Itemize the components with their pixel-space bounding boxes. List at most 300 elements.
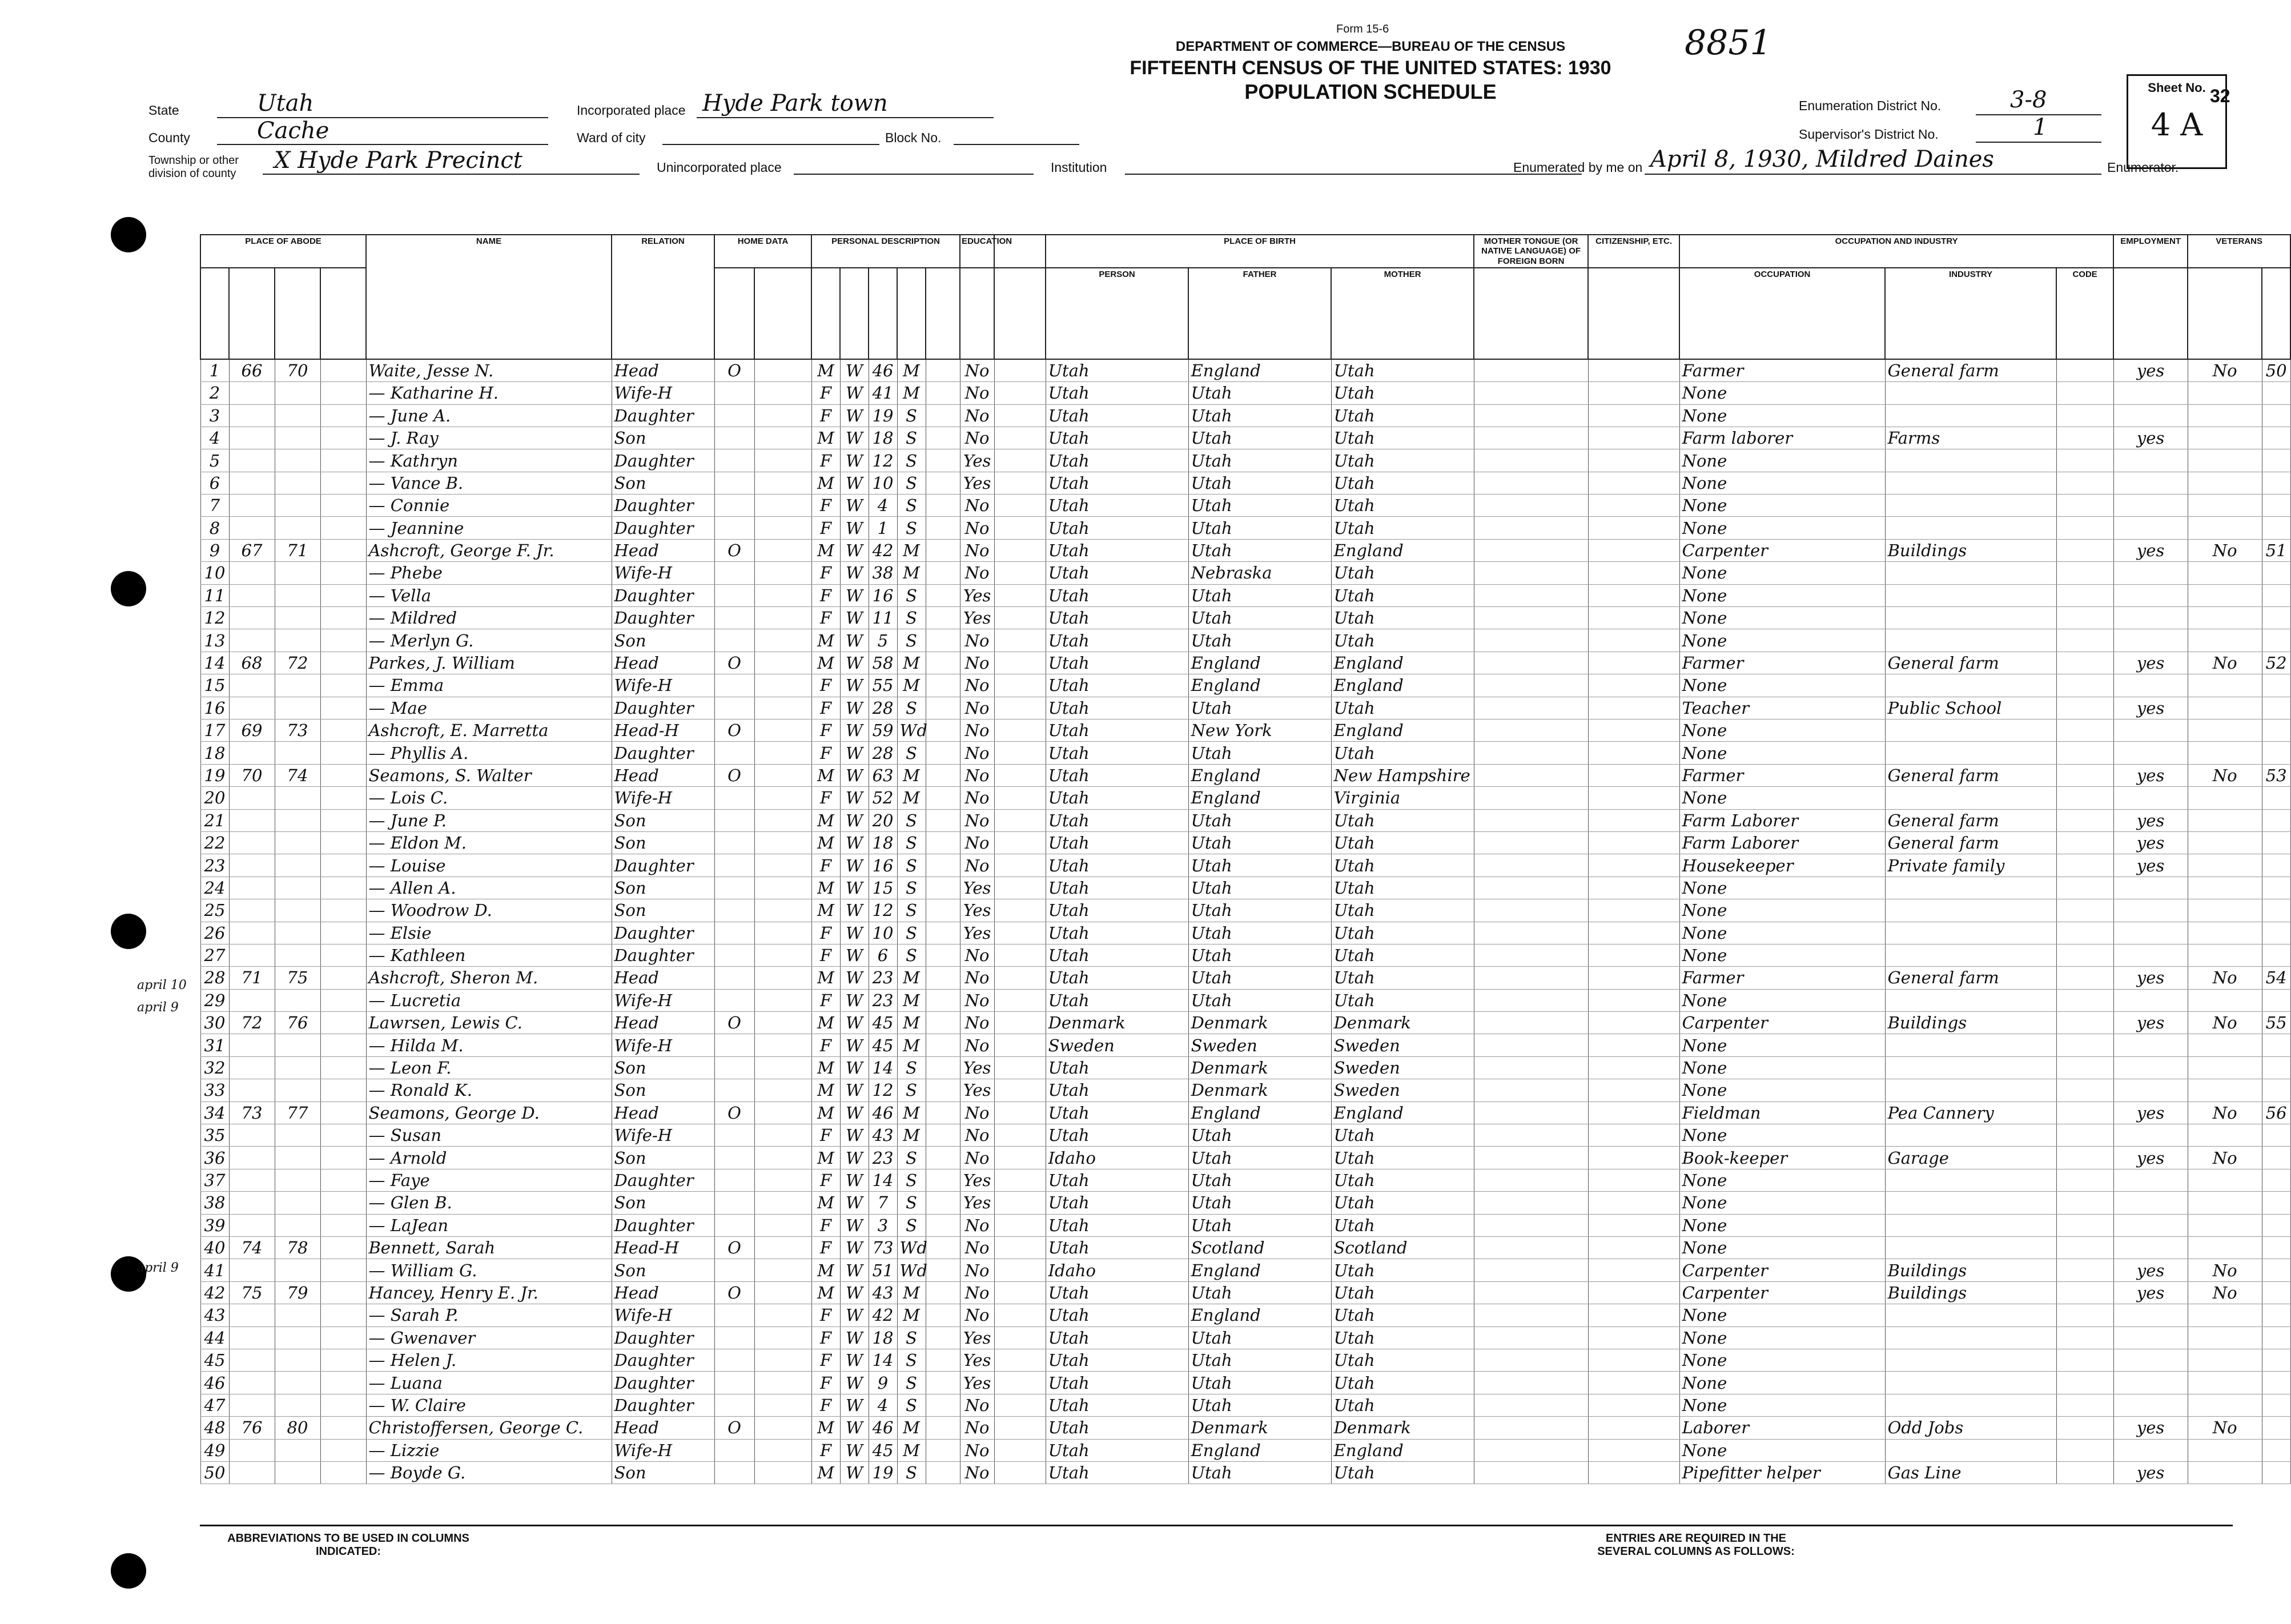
- cell-mother: Utah: [1331, 1214, 1474, 1236]
- cell-ind: Buildings: [1885, 1281, 2056, 1304]
- cell-ind: Garage: [1885, 1147, 2056, 1169]
- empty-cell: [754, 1394, 811, 1416]
- empty-cell: [1474, 629, 1588, 652]
- cell-own: [714, 607, 754, 629]
- empty-cell: [926, 742, 960, 764]
- cell-dw: [229, 1326, 275, 1349]
- cell-yes1: Yes: [960, 584, 994, 606]
- cell-n: 15: [200, 674, 229, 697]
- cell-sex: M: [811, 764, 840, 786]
- empty-cell: [994, 1372, 1046, 1394]
- empty-cell: [926, 1102, 960, 1124]
- empty-cell: [994, 1417, 1046, 1439]
- cell-emp: [2113, 989, 2188, 1011]
- cell-yes1: No: [960, 562, 994, 584]
- cell-emp: [2113, 404, 2188, 427]
- cell-farm: [2262, 1417, 2290, 1439]
- cell-ind: [1885, 1304, 2056, 1326]
- cell-vet: [2188, 404, 2262, 427]
- cell-rel: Son: [612, 1192, 714, 1214]
- cell-race: W: [840, 1372, 869, 1394]
- cell-mar: S: [897, 607, 926, 629]
- cell-age: 15: [869, 877, 897, 899]
- empty-cell: [320, 539, 366, 561]
- empty-cell: [2056, 719, 2113, 742]
- cell-father: Utah: [1188, 742, 1331, 764]
- table-row: [200, 382, 2290, 404]
- cell-own: [714, 854, 754, 877]
- cell-name: — Phyllis A.: [366, 742, 612, 764]
- cell-emp: yes: [2113, 809, 2188, 831]
- punch-hole: [111, 914, 146, 949]
- cell-rel: Son: [612, 809, 714, 831]
- empty-cell: [2056, 1192, 2113, 1214]
- empty-cell: [1588, 629, 1679, 652]
- cell-fam: 80: [275, 1417, 320, 1439]
- cell-race: W: [840, 1394, 869, 1416]
- cell-father: Sweden: [1188, 1034, 1331, 1056]
- cell-name: — Sarah P.: [366, 1304, 612, 1326]
- empty-cell: [2056, 1281, 2113, 1304]
- cell-n: 25: [200, 899, 229, 922]
- cell-mother: Utah: [1331, 899, 1474, 922]
- cell-mother: England: [1331, 539, 1474, 561]
- cell-age: 4: [869, 495, 897, 517]
- cell-race: W: [840, 607, 869, 629]
- cell-mar: S: [897, 877, 926, 899]
- empty-cell: [320, 1349, 366, 1371]
- empty-cell: [926, 1326, 960, 1349]
- cell-mar: M: [897, 1281, 926, 1304]
- cell-sex: M: [811, 1056, 840, 1079]
- cell-name: — Elsie: [366, 922, 612, 944]
- empty-cell: [754, 1259, 811, 1281]
- cell-age: 42: [869, 1304, 897, 1326]
- cell-vet: [2188, 1169, 2262, 1191]
- cell-ind: [1885, 1079, 2056, 1102]
- cell-sex: F: [811, 584, 840, 606]
- cell-own: [714, 989, 754, 1011]
- empty-cell: [1588, 1169, 1679, 1191]
- cell-person: Utah: [1046, 1056, 1188, 1079]
- cell-age: 45: [869, 1034, 897, 1056]
- cell-ind: [1885, 1326, 2056, 1349]
- cell-mother: Utah: [1331, 607, 1474, 629]
- cell-fam: [275, 742, 320, 764]
- col-name: NAME: [366, 235, 612, 359]
- punch-hole: [111, 1553, 146, 1589]
- cell-n: 33: [200, 1079, 229, 1102]
- cell-occ: Farm laborer: [1679, 427, 1885, 449]
- cell-own: O: [714, 359, 754, 382]
- table-row: [200, 764, 2290, 786]
- empty-cell: [1588, 404, 1679, 427]
- table-row: [200, 1079, 2290, 1102]
- empty-cell: [994, 1439, 1046, 1461]
- cell-vet: [2188, 854, 2262, 877]
- cell-vet: [2188, 427, 2262, 449]
- footer: [200, 1525, 2233, 1595]
- cell-sex: M: [811, 1012, 840, 1034]
- cell-father: Utah: [1188, 472, 1331, 494]
- table-row: [200, 719, 2290, 742]
- cell-age: 23: [869, 1147, 897, 1169]
- empty-cell: [926, 1124, 960, 1147]
- empty-cell: [926, 922, 960, 944]
- cell-rel: Daughter: [612, 607, 714, 629]
- cell-n: 4: [200, 427, 229, 449]
- cell-yes1: No: [960, 495, 994, 517]
- cell-person: Idaho: [1046, 1259, 1188, 1281]
- cell-rel: Head-H: [612, 719, 714, 742]
- cell-age: 20: [869, 809, 897, 831]
- empty-cell: [1474, 404, 1588, 427]
- cell-dw: [229, 629, 275, 652]
- cell-mar: M: [897, 989, 926, 1011]
- cell-rel: Son: [612, 1079, 714, 1102]
- cell-own: O: [714, 1102, 754, 1124]
- empty-cell: [320, 809, 366, 831]
- empty-cell: [1474, 1259, 1588, 1281]
- cell-rel: Daughter: [612, 449, 714, 472]
- cell-person: Utah: [1046, 1281, 1188, 1304]
- cell-dw: [229, 1169, 275, 1191]
- empty-cell: [1588, 1372, 1679, 1394]
- empty-cell: [994, 1192, 1046, 1214]
- cell-sex: F: [811, 719, 840, 742]
- cell-rel: Wife-H: [612, 1034, 714, 1056]
- cell-mother: Utah: [1331, 809, 1474, 831]
- table-row: [200, 944, 2290, 966]
- sheet-value: 4 A: [2151, 107, 2203, 143]
- empty-cell: [926, 382, 960, 404]
- cell-name: — Arnold: [366, 1147, 612, 1169]
- cell-race: W: [840, 809, 869, 831]
- cell-yes1: No: [960, 831, 994, 854]
- cell-mar: S: [897, 1056, 926, 1079]
- cell-ind: [1885, 1439, 2056, 1461]
- enum-district-value: 3-8: [2010, 87, 2047, 113]
- cell-mar: M: [897, 539, 926, 561]
- cell-fam: [275, 831, 320, 854]
- cell-person: Utah: [1046, 719, 1188, 742]
- empty-cell: [994, 1147, 1046, 1169]
- cell-father: Nebraska: [1188, 562, 1331, 584]
- cell-dw: [229, 831, 275, 854]
- cell-age: 23: [869, 967, 897, 989]
- cell-name: — W. Claire: [366, 1394, 612, 1416]
- cell-age: 12: [869, 1079, 897, 1102]
- empty-cell: [754, 1079, 811, 1102]
- empty-cell: [2056, 854, 2113, 877]
- cell-fam: [275, 989, 320, 1011]
- cell-mother: Utah: [1331, 1304, 1474, 1326]
- cell-person: Utah: [1046, 584, 1188, 606]
- cell-fam: [275, 1461, 320, 1484]
- cell-n: 2: [200, 382, 229, 404]
- cell-rel: Daughter: [612, 1349, 714, 1371]
- empty-cell: [1474, 674, 1588, 697]
- empty-cell: [754, 1236, 811, 1259]
- cell-name: — June A.: [366, 404, 612, 427]
- cell-occ: None: [1679, 607, 1885, 629]
- cell-vet: No: [2188, 1281, 2262, 1304]
- empty-cell: [1474, 1236, 1588, 1259]
- cell-father: England: [1188, 652, 1331, 674]
- empty-cell: [2056, 1304, 2113, 1326]
- cell-farm: [2262, 922, 2290, 944]
- cell-farm: [2262, 472, 2290, 494]
- cell-emp: [2113, 1304, 2188, 1326]
- cell-rel: Head: [612, 539, 714, 561]
- empty-cell: [926, 584, 960, 606]
- empty-cell: [1588, 584, 1679, 606]
- cell-person: Idaho: [1046, 1147, 1188, 1169]
- cell-yes1: Yes: [960, 449, 994, 472]
- cell-emp: [2113, 944, 2188, 966]
- empty-cell: [754, 1192, 811, 1214]
- empty-cell: [754, 742, 811, 764]
- cell-n: 39: [200, 1214, 229, 1236]
- enum-district-label: Enumeration District No.: [1799, 98, 1942, 113]
- col-abode: PLACE OF ABODE: [200, 235, 366, 268]
- cell-yes1: Yes: [960, 1192, 994, 1214]
- cell-race: W: [840, 1169, 869, 1191]
- empty-cell: [994, 1281, 1046, 1304]
- cell-n: 41: [200, 1259, 229, 1281]
- cell-race: W: [840, 1147, 869, 1169]
- cell-person: Denmark: [1046, 1012, 1188, 1034]
- empty-cell: [994, 1236, 1046, 1259]
- cell-rel: Wife-H: [612, 989, 714, 1011]
- cell-mother: Utah: [1331, 831, 1474, 854]
- cell-ind: [1885, 472, 2056, 494]
- cell-rel: Head: [612, 1281, 714, 1304]
- cell-mother: Utah: [1331, 1259, 1474, 1281]
- cell-race: W: [840, 427, 869, 449]
- cell-farm: 53: [2262, 764, 2290, 786]
- cell-sex: F: [811, 382, 840, 404]
- cell-occ: None: [1679, 1079, 1885, 1102]
- cell-occ: None: [1679, 517, 1885, 539]
- unincorporated-label: Unincorporated place: [657, 160, 782, 175]
- cell-occ: None: [1679, 562, 1885, 584]
- cell-name: — Susan: [366, 1124, 612, 1147]
- cell-father: Utah: [1188, 607, 1331, 629]
- empty-cell: [2056, 359, 2113, 382]
- empty-cell: [754, 1281, 811, 1304]
- empty-cell: [926, 404, 960, 427]
- col-home: HOME DATA: [714, 235, 811, 268]
- cell-rel: Son: [612, 427, 714, 449]
- cell-occ: Farm Laborer: [1679, 809, 1885, 831]
- cell-n: 29: [200, 989, 229, 1011]
- cell-occ: None: [1679, 1124, 1885, 1147]
- cell-n: 32: [200, 1056, 229, 1079]
- empty-cell: [1588, 989, 1679, 1011]
- col-relation: RELATION: [612, 235, 714, 359]
- empty-cell: [994, 495, 1046, 517]
- cell-rel: Daughter: [612, 1394, 714, 1416]
- cell-n: 18: [200, 742, 229, 764]
- cell-dw: [229, 922, 275, 944]
- cell-ind: General farm: [1885, 831, 2056, 854]
- cell-n: 19: [200, 764, 229, 786]
- empty-cell: [926, 899, 960, 922]
- cell-mar: M: [897, 382, 926, 404]
- empty-cell: [994, 989, 1046, 1011]
- cell-own: O: [714, 1417, 754, 1439]
- cell-father: Utah: [1188, 1214, 1331, 1236]
- empty-cell: [320, 1236, 366, 1259]
- cell-mother: England: [1331, 674, 1474, 697]
- cell-yes1: No: [960, 1439, 994, 1461]
- table-row: [200, 697, 2290, 719]
- empty-cell: [994, 427, 1046, 449]
- cell-mar: M: [897, 562, 926, 584]
- empty-cell: [926, 719, 960, 742]
- cell-vet: No: [2188, 1259, 2262, 1281]
- cell-ind: [1885, 449, 2056, 472]
- cell-rel: Head: [612, 359, 714, 382]
- cell-age: 41: [869, 382, 897, 404]
- empty-cell: [1588, 1192, 1679, 1214]
- cell-ind: [1885, 989, 2056, 1011]
- empty-cell: [926, 449, 960, 472]
- cell-dw: [229, 1079, 275, 1102]
- cell-dw: [229, 809, 275, 831]
- cell-occ: Housekeeper: [1679, 854, 1885, 877]
- table-row: [200, 472, 2290, 494]
- empty-cell: [1588, 1304, 1679, 1326]
- cell-vet: [2188, 1439, 2262, 1461]
- empty-cell: [1474, 539, 1588, 561]
- enumerated-value: April 8, 1930, Mildred Daines: [1650, 146, 1994, 172]
- cell-ind: [1885, 922, 2056, 944]
- table-row: [200, 495, 2290, 517]
- cell-sex: F: [811, 404, 840, 427]
- cell-age: 46: [869, 1102, 897, 1124]
- cell-age: 23: [869, 989, 897, 1011]
- cell-race: W: [840, 495, 869, 517]
- cell-race: W: [840, 629, 869, 652]
- cell-n: 20: [200, 787, 229, 809]
- table-row: [200, 1461, 2290, 1484]
- cell-father: Utah: [1188, 1192, 1331, 1214]
- cell-mother: England: [1331, 719, 1474, 742]
- col-person: PERSON: [1046, 268, 1188, 359]
- empty-cell: [320, 449, 366, 472]
- empty-cell: [754, 674, 811, 697]
- cell-mother: Sweden: [1331, 1079, 1474, 1102]
- cell-mother: Utah: [1331, 629, 1474, 652]
- cell-ind: [1885, 719, 2056, 742]
- cell-age: 73: [869, 1236, 897, 1259]
- col-father: FATHER: [1188, 268, 1331, 359]
- cell-person: Utah: [1046, 1326, 1188, 1349]
- cell-name: Seamons, S. Walter: [366, 764, 612, 786]
- page-number: 32: [2210, 86, 2230, 106]
- cell-yes1: No: [960, 1236, 994, 1259]
- cell-vet: [2188, 697, 2262, 719]
- empty-cell: [320, 1079, 366, 1102]
- empty-cell: [2056, 1349, 2113, 1371]
- empty-cell: [2056, 607, 2113, 629]
- cell-own: O: [714, 1281, 754, 1304]
- empty-cell: [320, 1012, 366, 1034]
- empty-cell: [994, 1304, 1046, 1326]
- cell-age: 4: [869, 1394, 897, 1416]
- empty-cell: [1474, 517, 1588, 539]
- incorporated-label: Incorporated place: [577, 103, 686, 118]
- cell-emp: yes: [2113, 831, 2188, 854]
- cell-person: Utah: [1046, 1214, 1188, 1236]
- cell-mother: Utah: [1331, 562, 1474, 584]
- empty-cell: [754, 382, 811, 404]
- cell-race: W: [840, 1012, 869, 1034]
- cell-ind: General farm: [1885, 809, 2056, 831]
- cell-emp: [2113, 1124, 2188, 1147]
- cell-father: Utah: [1188, 697, 1331, 719]
- cell-emp: [2113, 382, 2188, 404]
- cell-yes1: No: [960, 764, 994, 786]
- cell-vet: [2188, 562, 2262, 584]
- cell-mother: Utah: [1331, 854, 1474, 877]
- empty-cell: [754, 1417, 811, 1439]
- cell-ind: [1885, 1056, 2056, 1079]
- cell-person: Utah: [1046, 1124, 1188, 1147]
- cell-vet: [2188, 1236, 2262, 1259]
- cell-sex: F: [811, 1124, 840, 1147]
- cell-emp: yes: [2113, 1147, 2188, 1169]
- cell-age: 9: [869, 1372, 897, 1394]
- empty-cell: [1474, 1056, 1588, 1079]
- col-mother: MOTHER: [1331, 268, 1474, 359]
- table-row: [200, 1394, 2290, 1416]
- cell-age: 18: [869, 427, 897, 449]
- cell-mother: Utah: [1331, 1461, 1474, 1484]
- cell-yes1: Yes: [960, 1056, 994, 1079]
- cell-age: 1: [869, 517, 897, 539]
- cell-farm: [2262, 831, 2290, 854]
- cell-mar: S: [897, 1326, 926, 1349]
- empty-cell: [754, 1304, 811, 1326]
- cell-race: W: [840, 1281, 869, 1304]
- empty-cell: [754, 472, 811, 494]
- empty-cell: [926, 1394, 960, 1416]
- cell-ind: [1885, 1236, 2056, 1259]
- cell-name: — Lois C.: [366, 787, 612, 809]
- empty-cell: [926, 629, 960, 652]
- cell-farm: [2262, 787, 2290, 809]
- cell-yes1: No: [960, 427, 994, 449]
- cell-sex: F: [811, 742, 840, 764]
- empty-cell: [320, 764, 366, 786]
- cell-mother: England: [1331, 1439, 1474, 1461]
- cell-farm: 56: [2262, 1102, 2290, 1124]
- empty-cell: [320, 787, 366, 809]
- cell-ind: [1885, 787, 2056, 809]
- cell-fam: [275, 1349, 320, 1371]
- cell-sex: F: [811, 1236, 840, 1259]
- cell-mother: Utah: [1331, 967, 1474, 989]
- table-row: [200, 674, 2290, 697]
- empty-cell: [1474, 854, 1588, 877]
- cell-emp: yes: [2113, 359, 2188, 382]
- table-row: [200, 1214, 2290, 1236]
- cell-father: Utah: [1188, 944, 1331, 966]
- empty-cell: [1474, 877, 1588, 899]
